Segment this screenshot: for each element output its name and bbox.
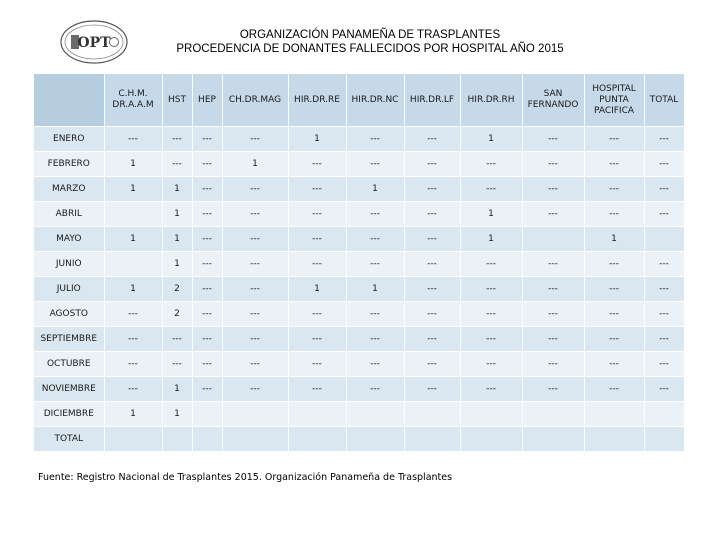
table-cell: ---	[288, 352, 346, 377]
table-cell: ---	[346, 352, 404, 377]
table-cell: ---	[404, 377, 460, 402]
table-cell: ---	[644, 202, 684, 227]
table-cell: ---	[404, 227, 460, 252]
table-cell: ---	[192, 127, 222, 152]
table-row	[34, 202, 684, 227]
table-cell: ---	[346, 152, 404, 177]
table-cell: ---	[584, 252, 644, 277]
table-cell: ---	[522, 352, 584, 377]
table-cell: 1	[346, 177, 404, 202]
table-cell: 1	[104, 227, 162, 252]
table-cell: ---	[288, 227, 346, 252]
table-cell	[222, 427, 288, 452]
row-label: OCTUBRE	[34, 352, 104, 377]
table-cell: ---	[584, 327, 644, 352]
table-cell	[584, 402, 644, 427]
table-cell	[104, 252, 162, 277]
table-cell: ---	[522, 277, 584, 302]
table-cell: ---	[192, 202, 222, 227]
table-row	[34, 327, 684, 352]
table-cell: ---	[222, 177, 288, 202]
col-header: HIR.DR.NC	[346, 74, 404, 127]
table-cell: ---	[346, 327, 404, 352]
table-cell	[404, 402, 460, 427]
table-cell: ---	[222, 277, 288, 302]
table-cell: 1	[162, 177, 192, 202]
logo-text: OPT	[77, 35, 111, 51]
table-cell: 1	[584, 227, 644, 252]
table-cell	[288, 427, 346, 452]
col-header: HEP	[192, 74, 222, 127]
table-cell: ---	[192, 377, 222, 402]
table-cell: ---	[584, 302, 644, 327]
table-row	[34, 252, 684, 277]
col-header: HIR.DR.RE	[288, 74, 346, 127]
table-cell	[222, 402, 288, 427]
table-cell: 1	[460, 227, 522, 252]
table-cell: ---	[404, 252, 460, 277]
table-cell: ---	[104, 327, 162, 352]
table-cell: 2	[162, 302, 192, 327]
table-cell: ---	[404, 302, 460, 327]
table-cell: ---	[644, 152, 684, 177]
table-cell	[162, 427, 192, 452]
table-cell: ---	[404, 327, 460, 352]
table-cell: 1	[162, 252, 192, 277]
table-cell: ---	[192, 327, 222, 352]
table-cell: ---	[644, 352, 684, 377]
table-cell: ---	[162, 352, 192, 377]
header-row	[34, 74, 684, 127]
table-cell: ---	[192, 277, 222, 302]
col-header: TOTAL	[644, 74, 684, 127]
table-cell: ---	[644, 177, 684, 202]
table-cell: ---	[404, 202, 460, 227]
table-cell: ---	[404, 127, 460, 152]
table-cell	[192, 402, 222, 427]
table-cell: ---	[460, 152, 522, 177]
table-cell: ---	[584, 177, 644, 202]
table-body	[34, 127, 684, 452]
table-cell	[460, 402, 522, 427]
table-cell: ---	[192, 152, 222, 177]
table-cell: ---	[288, 377, 346, 402]
table-cell: ---	[104, 377, 162, 402]
table-cell: ---	[346, 252, 404, 277]
table-cell: ---	[584, 352, 644, 377]
table-cell	[104, 427, 162, 452]
table-cell: ---	[192, 177, 222, 202]
table-cell: ---	[288, 327, 346, 352]
table-cell: 2	[162, 277, 192, 302]
table-cell: ---	[104, 302, 162, 327]
corner-cell	[34, 74, 104, 127]
table-cell: ---	[222, 252, 288, 277]
row-label: ABRIL	[34, 202, 104, 227]
table-row	[34, 127, 684, 152]
opt-logo	[58, 18, 130, 66]
table-cell: ---	[460, 277, 522, 302]
table-cell: ---	[522, 327, 584, 352]
table-cell	[522, 427, 584, 452]
table-row	[34, 177, 684, 202]
table-cell: ---	[104, 352, 162, 377]
table-cell: ---	[222, 352, 288, 377]
table-cell: 1	[222, 152, 288, 177]
table-cell	[644, 227, 684, 252]
table-cell: ---	[584, 277, 644, 302]
table-cell	[346, 402, 404, 427]
table-cell: 1	[162, 377, 192, 402]
table-cell: ---	[644, 277, 684, 302]
table-cell	[404, 427, 460, 452]
table-cell: ---	[404, 352, 460, 377]
table-cell: ---	[288, 152, 346, 177]
table-cell: ---	[460, 352, 522, 377]
table-cell: ---	[288, 252, 346, 277]
table-cell: ---	[346, 127, 404, 152]
table-cell: ---	[346, 377, 404, 402]
page-title	[150, 28, 590, 56]
table-cell	[104, 202, 162, 227]
table-row	[34, 227, 684, 252]
table-cell: ---	[222, 227, 288, 252]
table-cell: 1	[162, 227, 192, 252]
table-cell	[644, 402, 684, 427]
table-cell: ---	[522, 152, 584, 177]
table-cell: ---	[346, 302, 404, 327]
table-cell: ---	[460, 327, 522, 352]
table-cell: ---	[288, 302, 346, 327]
table-cell	[346, 427, 404, 452]
table-row	[34, 302, 684, 327]
table-cell: ---	[192, 302, 222, 327]
row-label: AGOSTO	[34, 302, 104, 327]
col-header: CH.DR.MAG	[222, 74, 288, 127]
col-header: SAN FERNANDO	[522, 74, 584, 127]
row-label: ENERO	[34, 127, 104, 152]
table-cell	[460, 427, 522, 452]
table-cell: ---	[288, 202, 346, 227]
table-cell: ---	[404, 177, 460, 202]
table-row	[34, 377, 684, 402]
table-row	[34, 152, 684, 177]
table-cell: ---	[522, 202, 584, 227]
table-cell: ---	[644, 252, 684, 277]
table-cell	[522, 227, 584, 252]
table-cell: ---	[288, 177, 346, 202]
table-cell: ---	[346, 202, 404, 227]
source-note: Fuente: Registro Nacional de Trasplantes 2015. Organización Panameña de Trasplantes	[38, 472, 453, 483]
table-cell: ---	[346, 227, 404, 252]
row-label: JUNIO	[34, 252, 104, 277]
table-cell: ---	[404, 277, 460, 302]
table-cell: ---	[162, 327, 192, 352]
table-cell: ---	[192, 252, 222, 277]
table-cell: ---	[460, 377, 522, 402]
table-cell: 1	[346, 277, 404, 302]
table-cell: ---	[162, 127, 192, 152]
table-cell: ---	[644, 127, 684, 152]
table-cell	[192, 427, 222, 452]
table-cell: ---	[222, 127, 288, 152]
table-cell: ---	[522, 252, 584, 277]
row-label: DICIEMBRE	[34, 402, 104, 427]
table-cell: ---	[584, 127, 644, 152]
table-cell: 1	[104, 152, 162, 177]
table-cell: ---	[584, 377, 644, 402]
table-cell: 1	[162, 402, 192, 427]
table-cell	[288, 402, 346, 427]
table-cell: ---	[522, 127, 584, 152]
row-label: TOTAL	[34, 427, 104, 452]
table-cell: ---	[460, 177, 522, 202]
table-cell: ---	[644, 377, 684, 402]
row-label: JULIO	[34, 277, 104, 302]
table-row	[34, 427, 684, 452]
table-cell: ---	[644, 327, 684, 352]
col-header: HIR.DR.LF	[404, 74, 460, 127]
table-cell: ---	[192, 227, 222, 252]
donors-table	[34, 74, 685, 452]
table-cell	[522, 402, 584, 427]
table-cell: 1	[104, 402, 162, 427]
table-cell: ---	[222, 327, 288, 352]
table-cell: 1	[460, 127, 522, 152]
row-label: NOVIEMBRE	[34, 377, 104, 402]
table-cell: ---	[460, 252, 522, 277]
table-cell: 1	[162, 202, 192, 227]
table-cell: ---	[460, 302, 522, 327]
table-cell: ---	[522, 377, 584, 402]
table-cell: ---	[522, 302, 584, 327]
table-cell: ---	[222, 202, 288, 227]
table-cell: ---	[584, 152, 644, 177]
table-cell: ---	[222, 377, 288, 402]
row-label: MARZO	[34, 177, 104, 202]
table-cell	[584, 427, 644, 452]
table-cell: 1	[460, 202, 522, 227]
col-header: HST	[162, 74, 192, 127]
title-line-1: ORGANIZACIÓN PANAMEÑA DE TRASPLANTES	[239, 29, 501, 41]
table-cell: ---	[104, 127, 162, 152]
row-label: FEBRERO	[34, 152, 104, 177]
table-cell: 1	[288, 127, 346, 152]
table-cell: ---	[162, 152, 192, 177]
row-label: SEPTIEMBRE	[34, 327, 104, 352]
table-row	[34, 402, 684, 427]
table-cell: ---	[584, 202, 644, 227]
col-header: HIR.DR.RH	[460, 74, 522, 127]
table-cell: ---	[644, 302, 684, 327]
row-label: MAYO	[34, 227, 104, 252]
col-header: HOSPITAL PUNTA PACIFICA	[584, 74, 644, 127]
title-line-2: PROCEDENCIA DE DONANTES FALLECIDOS POR HOSPITAL AÑO 2015	[176, 43, 564, 55]
table-row	[34, 352, 684, 377]
table-cell: ---	[522, 177, 584, 202]
table-cell: 1	[104, 177, 162, 202]
table-cell	[644, 427, 684, 452]
col-header: C.H.M. DR.A.A.M	[104, 74, 162, 127]
table-cell: ---	[222, 302, 288, 327]
table-cell: 1	[104, 277, 162, 302]
table-row	[34, 277, 684, 302]
table-cell: 1	[288, 277, 346, 302]
table-cell: ---	[192, 352, 222, 377]
table-cell: ---	[404, 152, 460, 177]
